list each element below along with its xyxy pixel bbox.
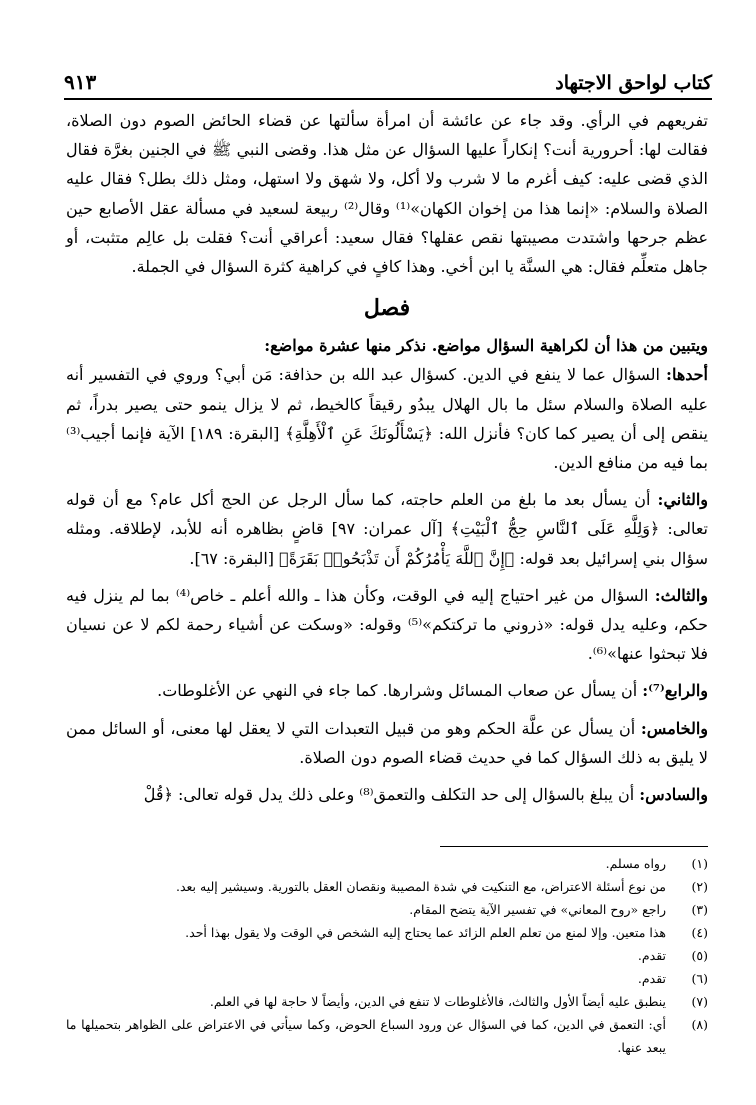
footnote-text: ينطبق عليه أيضاً الأول والثالث، فالأغلوطات لا تنفع في الدين، وأيضاً لا حاجة لها في العلم. xyxy=(209,994,666,1009)
footnote xyxy=(66,1013,708,1059)
list-item xyxy=(66,676,708,705)
footnote xyxy=(66,875,708,898)
footnote-number: (٧) xyxy=(691,994,708,1009)
footnote-number: (٤) xyxy=(691,925,708,940)
item-label: والثالث: xyxy=(654,585,708,605)
footnote-number: (٢) xyxy=(691,879,708,894)
lead-paragraph xyxy=(66,331,708,360)
footnote xyxy=(66,944,708,967)
footnote xyxy=(66,967,708,990)
item-label: والسادس: xyxy=(639,785,708,805)
running-title: كتاب لواحق الاجتهاد xyxy=(555,72,712,94)
item-label: والثاني: xyxy=(657,490,708,510)
footnote xyxy=(66,898,708,921)
footnote-text: من نوع أسئلة الاعتراض، مع التنكيت في شدة المصيبة ونقصان العقل بالتورية. وسيشير إليه بعد. xyxy=(175,879,666,894)
footnote-text: تقدم. xyxy=(637,948,666,963)
list-item xyxy=(66,581,708,669)
footnote-text: تقدم. xyxy=(637,971,666,986)
footnotes xyxy=(66,852,708,1059)
item-text: أن يسأل عن صعاب المسائل وشرارها. كما جاء في النهي عن الأغلوطات. xyxy=(157,681,643,701)
footnote-number: (١) xyxy=(691,856,708,871)
main-text xyxy=(66,106,708,809)
footnote-text: أي: التعمق في الدين، كما في السؤال عن ورود السباع الحوض، وكما سيأتي في الاعتراض على الظواهر بتحميلها ما يبعد عنها. xyxy=(66,1017,666,1055)
item-text: أن يبلغ بالسؤال إلى حد التكلف والتعمق⁽⁸⁾ وعلى ذلك يدل قوله تعالى: ﴿قُلْ xyxy=(143,785,640,805)
footnote-text: هذا متعين. وإلا لمنع من تعلم العلم الزائد عما يحتاج إليه الشخص في الوقت ولا يقول بهذا أحد. xyxy=(185,925,666,940)
footnote xyxy=(66,921,708,944)
footnote-text: رواه مسلم. xyxy=(605,856,666,871)
footnote xyxy=(66,990,708,1013)
item-label: والرابع⁽⁷⁾: xyxy=(642,681,708,701)
footnote-text: راجع «روح المعاني» في تفسير الآية يتضح المقام. xyxy=(409,902,666,917)
footnote-number: (٣) xyxy=(691,902,708,917)
list-item xyxy=(66,714,708,772)
page-header xyxy=(64,56,712,94)
item-label: والخامس: xyxy=(640,718,709,738)
page-number: ٩١٣ xyxy=(64,70,97,94)
header-rule xyxy=(64,98,712,100)
item-text: السؤال من غير احتياج إليه في الوقت، وكأن هذا ـ والله أعلم ـ خاص⁽⁴⁾ بما لم ينزل فيه حكم، وعليه يدل قوله: «ذروني ما تركتكم»⁽⁵⁾ وقوله: «وسكت عن أشياء رحمة لكم لا عن نسيان فلا تبحثوا عنها»⁽⁶⁾. xyxy=(66,585,709,664)
item-text: أن يسأل بعد ما بلغ من العلم حاجته، كما سأل الرجل عن الحج أكل عام؟ مع أن قوله تعالى: ﴿وَلِلَّهِ عَلَى ٱلنَّاسِ حِجُّ ٱلْبَيْتِ﴾ [آل عمران: ٩٧] قاضٍ بظاهره أنه للأبد، لإطلاقه. ومثله سؤال بني إسرائيل بعد قوله: ﴿إِنَّ ٱللَّهَ يَأْمُرُكُمْ أَن تَذْبَحُوا۟ بَقَرَةً﴾ [البقرة: ٦٧]. xyxy=(66,490,708,568)
item-text: السؤال عما لا ينفع في الدين. كسؤال عبد الله بن حذافة: مَن أبي؟ وروي في التفسير أنه عليه الصلاة والسلام سئل ما بال الهلال يبدُو رقيقاً كالخيط، ثم لا يزال ينمو حتى يصير بدراً، ثم ينقص إلى أن يصير كما كان؟ فأنزل الله: ﴿يَسْأَلُونَكَ عَنِ ٱلْأَهِلَّةِ﴾ [البقرة: ١٨٩] الآية فإنما أجيب⁽³⁾ بما فيه من منافع الدين. xyxy=(66,365,709,473)
footnote-number: (٦) xyxy=(691,971,708,986)
list-item xyxy=(66,485,708,573)
list-item xyxy=(66,780,708,809)
section-heading: فصل xyxy=(363,295,411,322)
footnote-number: (٨) xyxy=(691,1017,708,1032)
item-label: أحدها: xyxy=(666,365,708,385)
footnote-rule xyxy=(440,846,708,847)
footnote-number: (٥) xyxy=(691,948,708,963)
lead-text: ويتبين من هذا أن لكراهية السؤال مواضع. نذكر منها عشرة مواضع: xyxy=(264,336,708,356)
footnote xyxy=(66,852,708,875)
list-item xyxy=(66,360,708,477)
intro-paragraph: تفريعهم في الرأي. وقد جاء عن عائشة أن امرأة سألتها عن قضاء الحائض الصوم دون الصلاة، فقالت لها: أحرورية أنت؟ إنكاراً عليها السؤال عن مثل هذا. وقضى النبي ﷺ في الجنين بغرَّة فقال الذي قضى عليه: كيف أغرم ما لا شرب ولا أكل، ولا شهق ولا استهل، ومثل ذلك بطل؟ فقال عليه الصلاة والسلام: «إنما هذا من إخوان الكهان»⁽¹⁾ وقال⁽²⁾ ربيعة لسعيد في مسألة عقل الأصابع حين عظم جرحها واشتدت مصيبتها نقص عقلها؟ فقال سعيد: أعراقي أنت؟ فقلت بل عالِم متثبت، أو جاهل متعلِّم فقال: هي السنَّة يا ابن أخي. وهذا كافٍ في كراهية كثرة السؤال في الجملة. xyxy=(66,111,708,277)
item-text: أن يسأل عن علَّة الحكم وهو من قبيل التعبدات التي لا يعقل لها معنى، أو السائل ممن لا يليق به ذلك السؤال كما في حديث قضاء الصوم دون الصلاة. xyxy=(66,718,708,767)
